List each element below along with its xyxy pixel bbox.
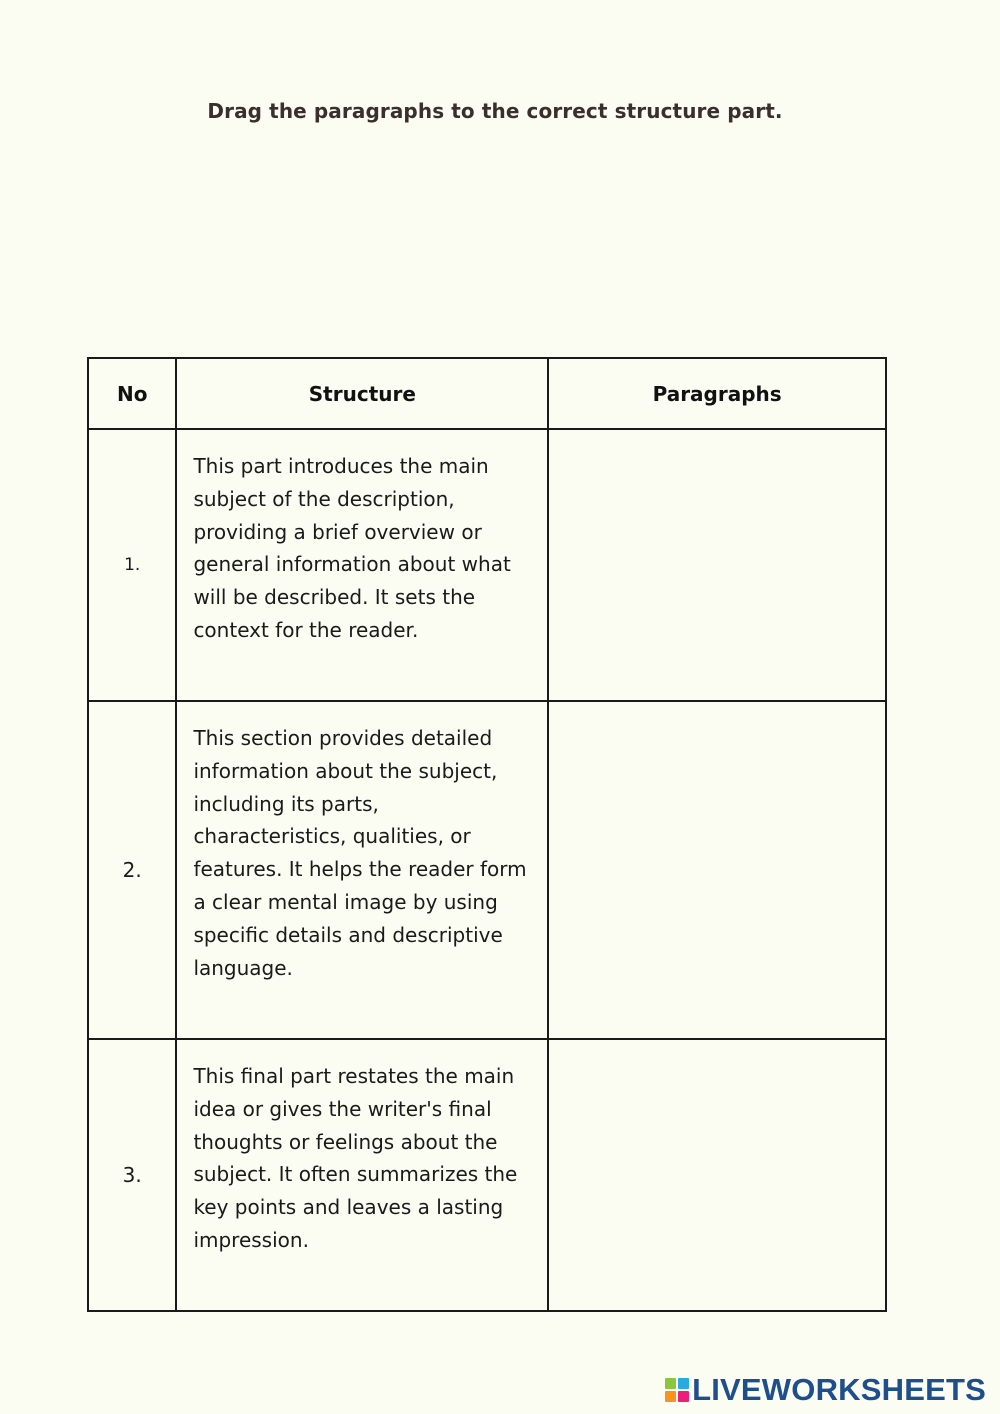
table-row — [88, 701, 886, 1039]
paragraph-drop-zone[interactable] — [548, 429, 886, 701]
logo-square-blue — [678, 1378, 689, 1389]
liveworksheets-logo-icon — [665, 1378, 689, 1402]
row-number: 3. — [88, 1039, 176, 1311]
row-number: 1. — [88, 429, 176, 701]
table-header-row — [88, 358, 886, 429]
header-structure: Structure — [176, 358, 548, 429]
paragraph-drop-zone[interactable] — [548, 1039, 886, 1311]
header-paragraphs: Paragraphs — [548, 358, 886, 429]
table-row — [88, 429, 886, 701]
logo-square-orange — [665, 1391, 676, 1402]
header-no: No — [88, 358, 176, 429]
table-row — [88, 1039, 886, 1311]
row-number: 2. — [88, 701, 176, 1039]
structure-description: This section provides detailed information about the subject, including its parts, characteristics, qualities, or features. It helps the reader form a clear mental image by using specific details and descriptive language. — [176, 701, 548, 1039]
logo-square-pink — [678, 1391, 689, 1402]
instruction-heading: Drag the paragraphs to the correct structure part. — [207, 99, 783, 123]
brand-name: LIVEWORKSHEETS — [692, 1372, 986, 1407]
structure-description: This part introduces the main subject of the description, providing a brief overview or general information about what will be described. It sets the context for the reader. — [176, 429, 548, 701]
logo-square-green — [665, 1378, 676, 1389]
liveworksheets-brand — [665, 1372, 986, 1408]
paragraph-drop-zone[interactable] — [548, 701, 886, 1039]
structure-table — [87, 357, 887, 1312]
structure-description: This final part restates the main idea or gives the writer's final thoughts or feelings about the subject. It often summarizes the key points and leaves a lasting impression. — [176, 1039, 548, 1311]
